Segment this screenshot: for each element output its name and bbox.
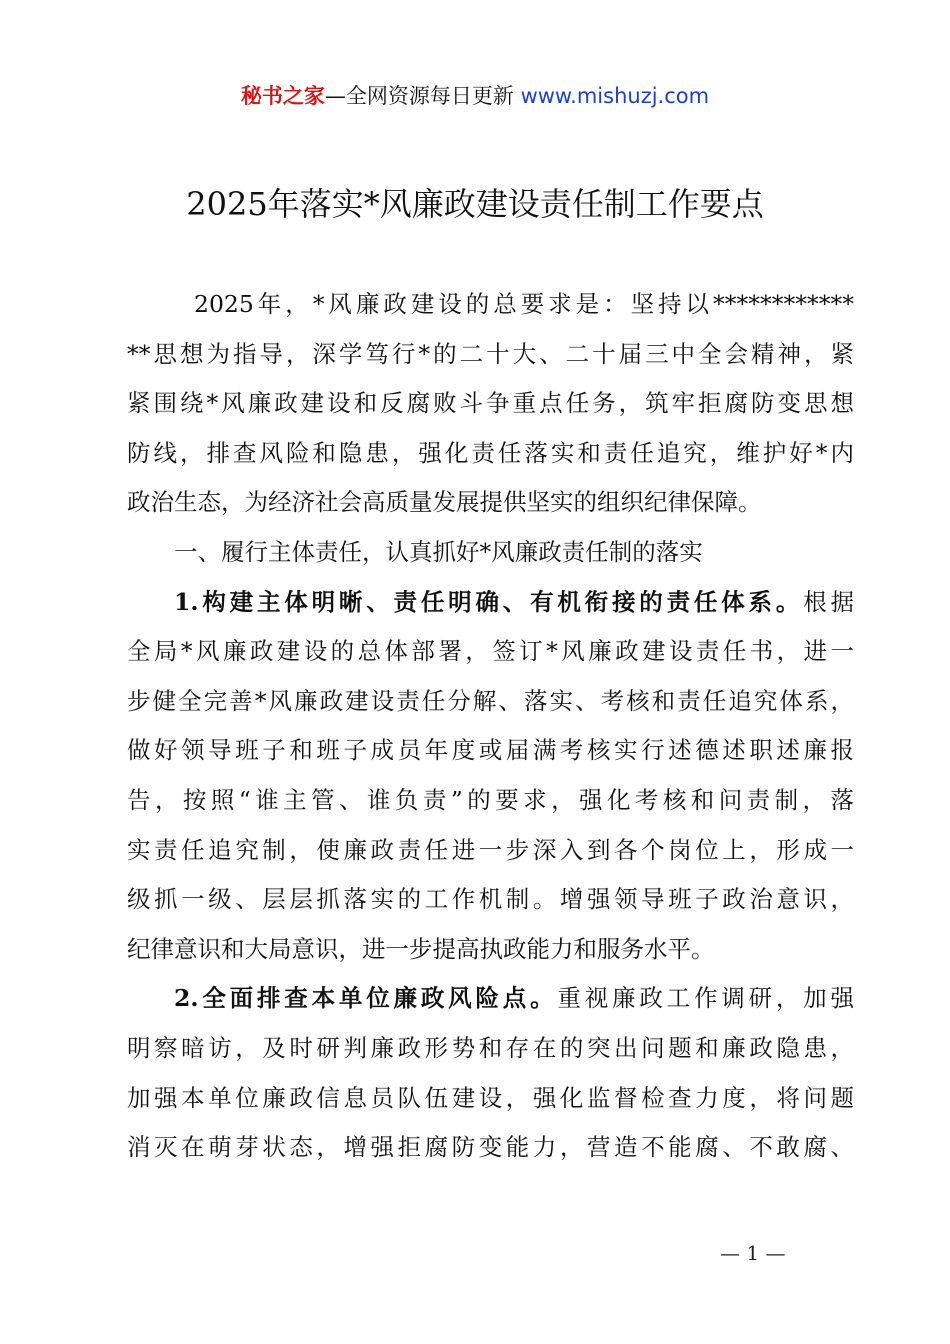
item-heading: 1.构建主体明晰、责任明确、有机衔接的责任体系。 bbox=[174, 587, 804, 616]
item-text: 根据 bbox=[803, 587, 854, 616]
site-brand: 秘书之家 bbox=[240, 84, 325, 108]
item-text: 重视廉政工作调研，加强 bbox=[557, 984, 854, 1013]
paragraph-line: 纪律意识和大局意识，进一步提高执政能力和服务水平。 bbox=[127, 934, 715, 963]
item-heading-line bbox=[127, 974, 854, 1024]
site-banner bbox=[0, 80, 950, 112]
paragraph-line: 防线，排查风险和隐患，强化责任落实和责任追究，维护好*内 bbox=[127, 438, 854, 467]
item-heading: 2.全面排查本单位廉政风险点。 bbox=[174, 984, 558, 1013]
paragraph-line: 2025年，*风廉政建设的总要求是：坚持以************ bbox=[194, 290, 854, 318]
paragraph-line: **思想为指导，深学笃行*的二十大、二十届三中全会精神，紧 bbox=[127, 339, 854, 368]
document-body bbox=[127, 280, 854, 1173]
document-title: 2025年落实*风廉政建设责任制工作要点 bbox=[186, 185, 764, 223]
paragraph-line: 消灭在萌芽状态，增强拒腐防变能力，营造不能腐、不敢腐、 bbox=[127, 1133, 854, 1162]
paragraph-line: 全局*风廉政建设的总体部署，签订*风廉政建设责任书，进一 bbox=[127, 637, 854, 666]
site-tagline: —全网资源每日更新 bbox=[324, 84, 521, 108]
paragraph-line: 加强本单位廉政信息员队伍建设，强化监督检查力度，将问题 bbox=[127, 1083, 854, 1112]
section-heading: 一、履行主体责任，认真抓好*风廉政责任制的落实 bbox=[174, 537, 703, 566]
item-heading-line bbox=[127, 578, 854, 628]
paragraph-line: 实责任追究制，使廉政责任进一步深入到各个岗位上，形成一 bbox=[127, 835, 854, 864]
paragraph-line: 告，按照“谁主管、谁负责”的要求，强化考核和问责制，落 bbox=[127, 785, 854, 814]
paragraph-line: 步健全完善*风廉政建设责任分解、落实、考核和责任追究体系， bbox=[127, 686, 854, 715]
paragraph-line: 紧围绕*风廉政建设和反腐败斗争重点任务，筑牢拒腐防变思想 bbox=[127, 389, 854, 418]
site-url-link[interactable]: www.mishuzj.com bbox=[520, 84, 710, 108]
paragraph-line: 明察暗访，及时研判廉政形势和存在的突出问题和廉政隐患， bbox=[127, 1033, 854, 1062]
page-number: — 1 — bbox=[720, 1241, 786, 1265]
paragraph-line: 级抓一级、层层抓落实的工作机制。增强领导班子政治意识， bbox=[127, 885, 854, 914]
paragraph-line: 做好领导班子和班子成员年度或届满考核实行述德述职述廉报 bbox=[127, 736, 854, 765]
paragraph-line: 政治生态，为经济社会高质量发展提供坚实的组织纪律保障。 bbox=[127, 488, 762, 517]
